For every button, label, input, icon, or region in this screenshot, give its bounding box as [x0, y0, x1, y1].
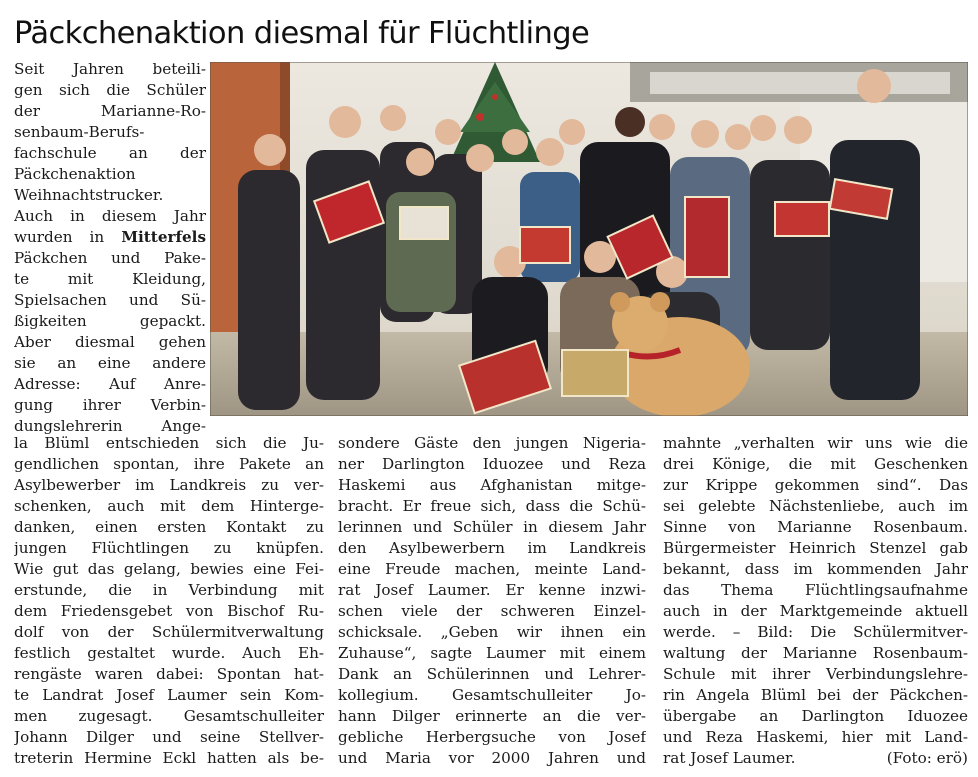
- text-line: eine Freude machen, meinte Land-: [338, 560, 646, 578]
- group-photo: [210, 62, 968, 416]
- text-line: Spielsachen und Sü-: [14, 291, 206, 309]
- text-line: sondere Gäste den jungen Nigeria-: [338, 434, 646, 452]
- text-line: erstunde, die in Verbindung mit: [14, 581, 324, 599]
- text-line: gung ihrer Verbin-: [14, 396, 206, 414]
- text-line: te mit Kleidung,: [14, 270, 206, 288]
- text-line: danken, einen ersten Kontakt zu: [14, 518, 324, 536]
- text-line: der Marianne-Ro-: [14, 102, 206, 120]
- text-line: den Asylbewerbern im Landkreis: [338, 539, 646, 557]
- text-line: Zuhause“, sagte Laumer mit einem: [338, 644, 646, 662]
- text-line: Auch in diesem Jahr: [14, 207, 206, 225]
- text-line: zur Krippe gekommen sind“. Das: [663, 476, 968, 494]
- text-line: men zugesagt. Gesamtschulleiter: [14, 707, 324, 725]
- text-line: Adresse: Auf Anre-: [14, 375, 206, 393]
- text-line: schen viele der schweren Einzel-: [338, 602, 646, 620]
- text-line: senbaum-Berufs-: [14, 123, 145, 141]
- text-line: rin Angela Blüml bei der Päckchen-: [663, 686, 968, 704]
- text-line: ßigkeiten gepackt.: [14, 312, 206, 330]
- text-line: rat Josef Laumer. Er kenne inzwi-: [338, 581, 646, 599]
- article-column-3: [663, 433, 968, 769]
- text-line-final: [663, 748, 968, 769]
- place-name: Mitterfels: [121, 228, 206, 246]
- text-line: bekannt, dass im kommenden Jahr: [663, 560, 968, 578]
- text-line: gendlichen spontan, ihre Pakete an: [14, 455, 324, 473]
- text-line: hann Dilger erinnerte an die ver-: [338, 707, 646, 725]
- text-line: Päckchenaktion: [14, 165, 136, 183]
- text-line: te Landrat Josef Laumer sein Kom-: [14, 686, 324, 704]
- text-line: lerinnen und Schüler in diesem Jahr: [338, 518, 646, 536]
- text-line: Haskemi aus Afghanistan mitge-: [338, 476, 646, 494]
- text-line: Dank an Schülerinnen und Lehrer-: [338, 665, 646, 683]
- text-line: und Maria vor 2000 Jahren und: [338, 749, 646, 767]
- article-headline: Päckchenaktion diesmal für Flüchtlinge: [14, 16, 590, 51]
- text-line: das Thema Flüchtlingsaufnahme: [663, 581, 968, 599]
- text-line: bracht. Er freue sich, dass die Schü-: [338, 497, 646, 515]
- text-line: übergabe an Darlington Iduozee: [663, 707, 968, 725]
- text-line: treterin Hermine Eckl hatten als be-: [14, 749, 324, 767]
- text-line: schicksale. „Geben wir ihnen ein: [338, 623, 646, 641]
- text-line: Aber diesmal gehen: [14, 333, 206, 351]
- text-line: Asylbewerber im Landkreis zu ver-: [14, 476, 324, 494]
- text-line: rengäste waren dabei: Spontan hat-: [14, 665, 324, 683]
- text-line: Wie gut das gelang, bewies eine Fei-: [14, 560, 324, 578]
- closing-text: rat Josef Laumer.: [663, 749, 796, 767]
- text-line: gebliche Herbergsuche von Josef: [338, 728, 646, 746]
- text-line: gen sich die Schüler: [14, 81, 206, 99]
- text-line: dolf von der Schülermitverwaltung: [14, 623, 324, 641]
- text-line: wurden in Mitterfels: [14, 228, 206, 246]
- text-line: und Reza Haskemi, hier mit Land-: [663, 728, 968, 746]
- intro-column: [14, 59, 206, 437]
- text-line: Sinne von Marianne Rosenbaum.: [663, 518, 968, 536]
- photo-credit: (Foto: erö): [886, 749, 968, 767]
- text-line: kollegium. Gesamtschulleiter Jo-: [338, 686, 646, 704]
- text-line: la Blüml entschieden sich die Ju-: [14, 434, 324, 452]
- text-line: ner Darlington Iduozee und Reza: [338, 455, 646, 473]
- article-column-1: [14, 433, 324, 769]
- text-line: fachschule an der: [14, 144, 206, 162]
- text-line: Päckchen und Pake-: [14, 249, 206, 267]
- text-line: werde. – Bild: Die Schülermitver-: [663, 623, 968, 641]
- text-line: sei gelebte Nächstenliebe, auch im: [663, 497, 968, 515]
- text-line: drei Könige, die mit Geschenken: [663, 455, 968, 473]
- article-column-2: [338, 433, 646, 769]
- text-line: Johann Dilger und seine Stellver-: [14, 728, 324, 746]
- text-line: schenken, auch mit dem Hintergе-: [14, 497, 324, 515]
- text-line: sie an eine andere: [14, 354, 206, 372]
- text-line: dem Friedensgebet von Bischof Ru-: [14, 602, 324, 620]
- text-line: Bürgermeister Heinrich Stenzel gab: [663, 539, 968, 557]
- text-line: dungslehrerin Ange-: [14, 417, 206, 435]
- text-line: mahnte „verhalten wir uns wie die: [663, 434, 968, 452]
- group-photo-image: [210, 62, 968, 416]
- text-line: Schule mit ihrer Verbindungslehre-: [663, 665, 968, 683]
- text-line: festlich gestaltet wurde. Auch Eh-: [14, 644, 324, 662]
- text-line: Seit Jahren beteili-: [14, 60, 206, 78]
- text-line: auch in der Marktgemeinde aktuell: [663, 602, 968, 620]
- text-line: Weihnachtstrucker.: [14, 186, 164, 204]
- text-line: waltung der Marianne Rosenbaum-: [663, 644, 968, 662]
- text-line: jungen Flüchtlingen zu knüpfen.: [14, 539, 324, 557]
